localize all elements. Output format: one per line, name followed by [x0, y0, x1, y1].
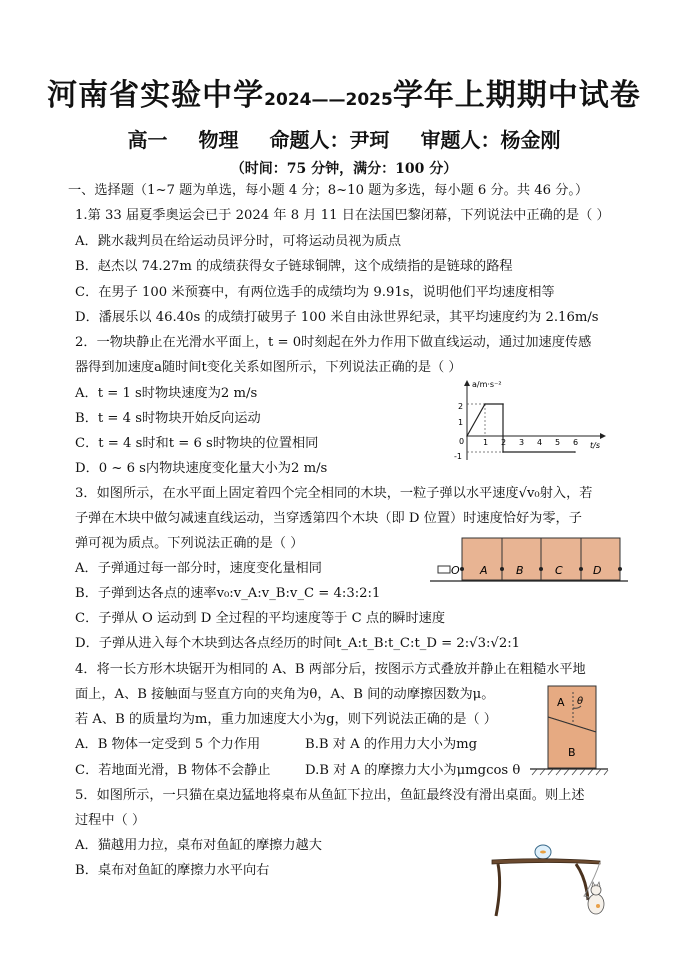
q5-cat-table-figure [488, 840, 618, 920]
y-tick-1: 1 [458, 418, 464, 427]
x-tick-3: 3 [519, 438, 525, 447]
y-axis-arrow [464, 380, 470, 386]
q4-option-c: C．若地面光滑，B 物体不会静止 [75, 763, 271, 778]
q3-option-b: B．子弹到达各点的速率v₀:v_A:v_B:v_C = 4:3:2:1 [75, 586, 381, 601]
label-c: C [555, 564, 563, 577]
q3-stem-3: 弹可视为质点。下列说法正确的是（ ） [75, 536, 304, 551]
q5-option-a: A．猫越用力拉，桌布对鱼缸的摩擦力越大 [75, 838, 322, 853]
q4-option-b: B.B 对 A 的作用力大小为mg [305, 737, 478, 752]
q4-option-d: D.B 对 A 的摩擦力大小为μmgcos θ [305, 763, 521, 778]
time-info: （时间：75 分钟，满分：100 分） [230, 161, 458, 177]
q2-stem-1: 2．一物块静止在光滑水平面上，t = 0时刻起在外力作用下做直线运动，通过加速度传感 [75, 335, 592, 350]
q2-option-d: D．0 ~ 6 s内物块速度变化量大小为2 m/s [75, 461, 328, 476]
table-leg-left [496, 864, 500, 916]
point-o [460, 567, 464, 571]
x-tick-6: 6 [573, 438, 579, 447]
x-axis-label: t/s [590, 441, 600, 450]
q2-stem-2: 器得到加速度a随时间t变化关系如图所示，下列说法正确的是（ ） [75, 360, 462, 375]
q3-option-a: A．子弹通过每一部分时，速度变化量相同 [75, 561, 322, 576]
q3-stem-2: 子弹在木块中做匀减速直线运动，当穿透第四个木块（即 D 位置）时速度恰好为零，子 [75, 511, 582, 526]
q5-stem-1: 5．如图所示，一只猫在桌边猛地将桌布从鱼缸下拉出，鱼缸最终没有滑出桌面。则上述 [75, 788, 585, 803]
y-tick-2: 2 [458, 402, 464, 411]
bullet-icon [438, 566, 450, 573]
data-point [484, 403, 486, 405]
x-tick-4: 4 [537, 438, 543, 447]
q2-acceleration-graph [450, 378, 610, 468]
subtitle-grade: 高一 [127, 128, 168, 152]
x-tick-2: 2 [501, 438, 507, 447]
origin-label: 0 [459, 437, 465, 446]
q1-stem: 1.第 33 届夏季奥运会已于 2024 年 8 月 11 日在法国巴黎闭幕，下列说法中正确的是（ ） [75, 208, 610, 223]
label-block-a: A [557, 696, 565, 709]
q5-stem-2: 过程中（ ） [75, 813, 146, 828]
label-theta: θ [577, 696, 584, 707]
data-point [574, 451, 576, 453]
ground-hatching [532, 769, 608, 775]
title-school: 河南省实验中学 [47, 78, 265, 113]
q3-wood-blocks-figure [430, 536, 630, 586]
x-tick-1: 1 [483, 438, 489, 447]
q1-option-a: A．跳水裁判员在给运动员评分时，可将运动员视为质点 [75, 234, 402, 249]
q1-option-c: C．在男子 100 米预赛中，有两位选手的成绩均为 9.91s，说明他们平均速度相等 [75, 285, 555, 300]
point-a [500, 567, 504, 571]
label-o: O [451, 564, 460, 577]
subtitle-subject: 物理 [198, 128, 239, 152]
data-point [466, 435, 468, 437]
point-c [579, 567, 583, 571]
q4-stem-1: 4．将一长方形木块锯开为相同的 A、B 两部分后，按图示方式叠放并静止在粗糙水平地 [75, 662, 586, 677]
q2-option-c: C．t = 4 s时和t = 6 s时物块的位置相同 [75, 436, 319, 451]
label-block-b: B [568, 746, 576, 759]
q4-stem-3: 若 A、B 的质量均为m，重力加速度大小为g，则下列说法正确的是（ ） [75, 712, 497, 727]
q2-option-b: B．t = 4 s时物块开始反向运动 [75, 411, 261, 426]
subtitle-author: 命题人：尹珂 [269, 128, 390, 152]
q1-option-d: D．潘展乐以 46.40s 的成绩打破男子 100 米自由泳世界纪录，其平均速度约为 2.16m/s [75, 310, 599, 325]
point-d [618, 567, 622, 571]
title-year: 2024——2025 [264, 90, 393, 110]
q3-option-d: D．子弹从进入每个木块到达各点经历的时间t_A:t_B:t_C:t_D = 2:√3:√2:1 [75, 636, 521, 651]
title-term: 学年上期期中试卷 [392, 78, 641, 113]
q4-stacked-blocks-figure [528, 684, 610, 776]
q2-option-a: A．t = 1 s时物块速度为2 m/s [75, 386, 258, 401]
table-top [492, 859, 600, 864]
point-b [539, 567, 543, 571]
subtitle-reviewer: 审题人：杨金刚 [420, 128, 561, 152]
y-axis-label: a/m·s⁻² [472, 380, 502, 389]
q3-stem-1: 3．如图所示，在水平面上固定着四个完全相同的木块，一粒子弹以水平速度√v₀射入，若 [75, 486, 593, 501]
label-b: B [516, 564, 524, 577]
q4-stem-2: 面上，A、B 接触面与竖直方向的夹角为θ，A、B 间的动摩擦因数为μ。 [75, 687, 495, 702]
x-axis-arrow [600, 433, 606, 439]
fish-icon [540, 851, 546, 854]
section-heading: 一、选择题（1~7 题为单选，每小题 4 分；8~10 题为多选，每小题 6 分。共 46 分。） [68, 183, 589, 198]
y-tick-neg1: -1 [454, 452, 462, 461]
exam-subtitle [0, 124, 688, 153]
label-d: D [593, 564, 602, 577]
q4-option-a: A．B 物体一定受到 5 个力作用 [75, 737, 261, 752]
q3-option-c: C．子弹从 O 运动到 D 全过程的平均速度等于 C 点的瞬时速度 [75, 611, 446, 626]
label-a: A [480, 564, 488, 577]
q5-option-b: B．桌布对鱼缸的摩擦力水平向右 [75, 863, 270, 878]
exam-title [0, 70, 688, 114]
x-tick-5: 5 [555, 438, 561, 447]
data-point [502, 451, 504, 453]
q1-option-b: B．赵杰以 74.27m 的成绩获得女子链球铜牌，这个成绩指的是链球的路程 [75, 259, 513, 274]
x-tick-labels [483, 438, 578, 447]
data-point [502, 403, 504, 405]
